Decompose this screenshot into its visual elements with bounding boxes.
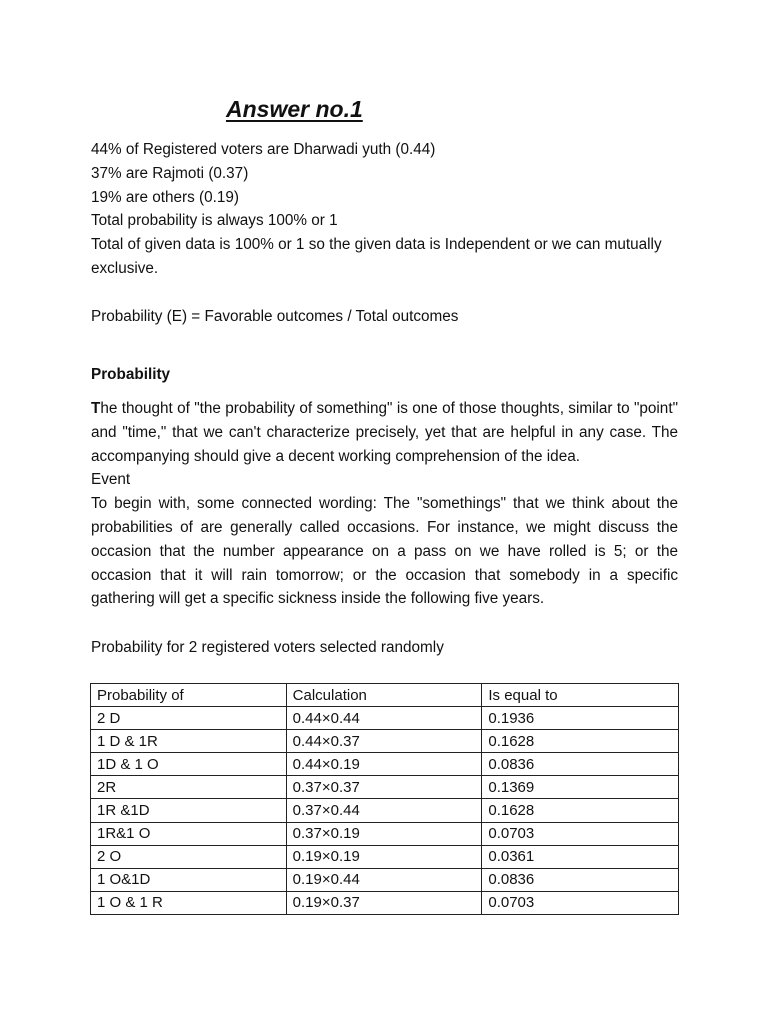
table-cell: 0.37×0.19 [286, 822, 482, 845]
page-title: Answer no.1 [226, 96, 363, 122]
intro-lines [91, 138, 687, 281]
table-cell: 1D & 1 O [91, 753, 287, 776]
column-header: Calculation [286, 684, 482, 707]
intro-line: 44% of Registered voters are Dharwadi yuth (0.44) [91, 141, 436, 158]
table-cell: 1 O & 1 R [91, 891, 287, 914]
table-cell: 0.0836 [482, 753, 679, 776]
table-cell: 0.44×0.44 [286, 707, 482, 730]
table-cell: 0.0836 [482, 868, 679, 891]
table-row [91, 799, 679, 822]
table-cell: 0.19×0.19 [286, 845, 482, 868]
table-cell: 0.19×0.37 [286, 891, 482, 914]
table-cell: 0.0361 [482, 845, 679, 868]
column-header: Probability of [91, 684, 287, 707]
table-row [91, 776, 679, 799]
table-cell: 1R &1D [91, 799, 287, 822]
table-cell: 0.0703 [482, 822, 679, 845]
table-cell: 0.1936 [482, 707, 679, 730]
table-row [91, 891, 679, 914]
table-cell: 1R&1 O [91, 822, 287, 845]
table-cell: 2 O [91, 845, 287, 868]
table-cell: 2 D [91, 707, 287, 730]
table-cell: 0.44×0.37 [286, 730, 482, 753]
probability-table [90, 683, 679, 915]
table-row [91, 753, 679, 776]
table-row [91, 822, 679, 845]
table-cell: 1 O&1D [91, 868, 287, 891]
table-caption: Probability for 2 registered voters selected randomly [91, 639, 444, 656]
paragraph-1 [91, 397, 678, 468]
table-cell: 0.37×0.44 [286, 799, 482, 822]
table-cell: 0.1628 [482, 730, 679, 753]
event-label: Event [91, 471, 131, 489]
probability-formula: Probability (E) = Favorable outcomes / Total outcomes [91, 308, 459, 325]
table-header-row [91, 684, 679, 707]
intro-line: Total of given data is 100% or 1 so the given data is Independent or we can mutually exclusive. [91, 236, 662, 277]
section-heading: Probability [91, 366, 171, 383]
paragraph-1-text: he thought of "the probability of something" is one of those thoughts, similar to "point" and "time," that we can't characterize precisely, yet that are helpful in any case. The accompanying should give a decent working comprehension of the idea. [91, 400, 678, 465]
table-cell: 0.19×0.44 [286, 868, 482, 891]
table-cell: 0.0703 [482, 891, 679, 914]
intro-line: Total probability is always 100% or 1 [91, 212, 338, 230]
intro-line: 19% are others (0.19) [91, 188, 239, 206]
table-cell: 0.44×0.19 [286, 753, 482, 776]
table-row [91, 707, 679, 730]
table-row [91, 730, 679, 753]
probability-description [91, 397, 678, 611]
table-cell: 0.1628 [482, 799, 679, 822]
drop-letter: T [91, 400, 101, 417]
paragraph-2: To begin with, some connected wording: The "somethings" that we think about the probabilities of are generally called occasions. For instance, we might discuss the occasion that the number appearance on a pass on we have rolled is 5; or the occasion that it will rain tomorrow; or the occasion that somebody in a specific gathering will get a specific sickness inside the following five years. [91, 495, 678, 608]
column-header: Is equal to [482, 684, 679, 707]
table-cell: 0.37×0.37 [286, 776, 482, 799]
intro-line: 37% are Rajmoti (0.37) [91, 164, 249, 182]
table-row [91, 868, 679, 891]
table-cell: 0.1369 [482, 776, 679, 799]
table-row [91, 845, 679, 868]
table-cell: 2R [91, 776, 287, 799]
table-cell: 1 D & 1R [91, 730, 287, 753]
